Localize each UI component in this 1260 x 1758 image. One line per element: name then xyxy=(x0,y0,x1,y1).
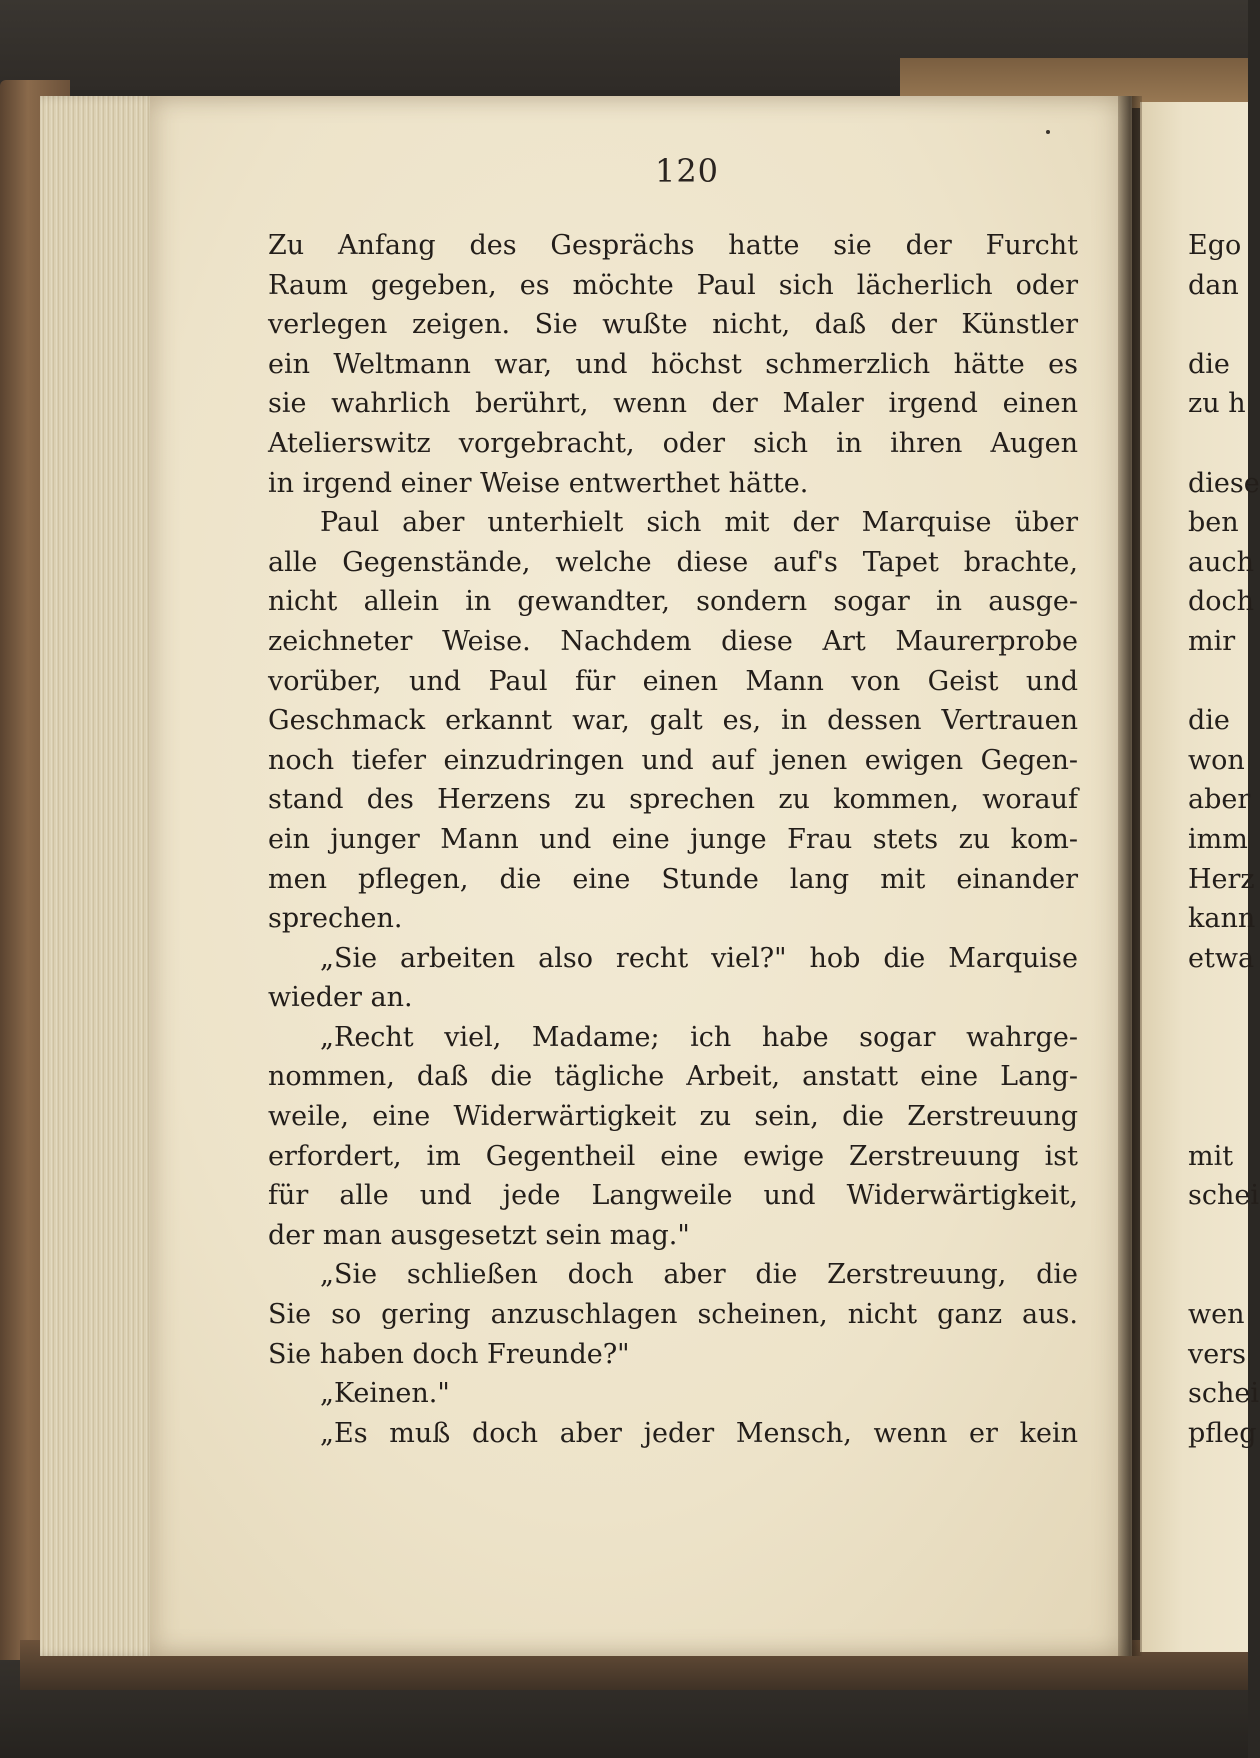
book-gutter xyxy=(1118,96,1142,1656)
text-line: Zu Anfang des Gesprächs hatte sie der Furcht xyxy=(268,230,1078,261)
text-line: vorüber, und Paul für einen Mann von Geist und xyxy=(268,665,1078,697)
text-fragment: die xyxy=(1188,705,1230,737)
text-line: zeichneter Weise. Nachdem diese Art Maurerprobe xyxy=(268,625,1078,657)
text-line: noch tiefer einzudringen und auf jenen ewigen Gegen- xyxy=(268,744,1078,776)
text-fragment: wen xyxy=(1188,1299,1245,1331)
text-fragment: auch xyxy=(1188,546,1254,578)
text-fragment: aber xyxy=(1188,784,1251,816)
text-line: wieder an. xyxy=(268,982,413,1014)
text-fragment: schei xyxy=(1188,1378,1259,1410)
text-line: „Es muß doch aber jeder Mensch, wenn er kein xyxy=(320,1417,1078,1449)
text-fragment: diese xyxy=(1188,467,1260,499)
text-fragment: kann xyxy=(1188,903,1256,935)
text-fragment: mir xyxy=(1188,625,1236,657)
text-line: men pflegen, die eine Stunde lang mit einander xyxy=(268,863,1078,895)
text-line: weile, eine Widerwärtigkeit zu sein, die Zerstreuung xyxy=(268,1101,1078,1133)
text-line: Paul aber unterhielt sich mit der Marquise über xyxy=(320,507,1078,539)
text-line: Raum gegeben, es möchte Paul sich lächerlich oder xyxy=(268,269,1078,301)
text-line: Geschmack erkannt war, galt es, in dessen Vertrauen xyxy=(268,705,1078,737)
page-speck xyxy=(1046,130,1050,134)
page-number: 120 xyxy=(654,152,720,190)
text-line: Atelierswitz vorgebracht, oder sich in ihren Augen xyxy=(268,427,1078,459)
text-line: Sie so gering anzuschlagen scheinen, nicht ganz aus. xyxy=(268,1299,1078,1331)
text-fragment: Ego xyxy=(1188,230,1242,261)
text-fragment: dan xyxy=(1188,269,1239,301)
text-fragment: vers xyxy=(1188,1338,1246,1370)
page-body-text xyxy=(268,226,1078,1453)
text-fragment: zu h xyxy=(1188,388,1246,420)
text-line: nicht allein in gewandter, sondern sogar in ausge- xyxy=(268,586,1078,618)
right-page-text-fragments xyxy=(1188,226,1260,1453)
text-line: „Keinen." xyxy=(320,1378,450,1410)
text-fragment: pfleg xyxy=(1188,1417,1257,1449)
text-fragment: schei xyxy=(1188,1180,1259,1212)
text-line: verlegen zeigen. Sie wußte nicht, daß der Künstler xyxy=(268,309,1078,341)
text-line: „Sie arbeiten also recht viel?" hob die Marquise xyxy=(320,942,1078,974)
text-line: nommen, daß die tägliche Arbeit, anstatt eine Lang- xyxy=(268,1061,1078,1093)
text-line: in irgend einer Weise entwerthet hätte. xyxy=(268,467,809,499)
text-line: Sie haben doch Freunde?" xyxy=(268,1338,630,1370)
text-line: ein Weltmann war, und höchst schmerzlich hätte es xyxy=(268,348,1078,380)
text-fragment: ben xyxy=(1188,507,1239,539)
text-line: erfordert, im Gegentheil eine ewige Zerstreuung ist xyxy=(268,1140,1078,1172)
text-line: sie wahrlich berührt, wenn der Maler irgend einen xyxy=(268,388,1078,420)
text-fragment: mit xyxy=(1188,1140,1234,1172)
text-line: „Sie schließen doch aber die Zerstreuung, die xyxy=(320,1259,1078,1291)
text-fragment: doch xyxy=(1188,586,1255,618)
text-fragment: imm xyxy=(1188,823,1248,855)
text-line: ein junger Mann und eine junge Frau stets zu kom- xyxy=(268,823,1078,855)
text-fragment: won xyxy=(1188,744,1245,776)
text-line: „Recht viel, Madame; ich habe sogar wahrge- xyxy=(320,1021,1078,1053)
text-line: sprechen. xyxy=(268,903,403,935)
text-line: stand des Herzens zu sprechen zu kommen, worauf xyxy=(268,784,1078,816)
text-line: für alle und jede Langweile und Widerwärtigkeit, xyxy=(268,1180,1078,1212)
text-line: der man ausgesetzt sein mag." xyxy=(268,1219,690,1251)
text-line: alle Gegenstände, welche diese auf's Tapet brachte, xyxy=(268,546,1078,578)
page-block-edge xyxy=(40,96,160,1656)
text-fragment: etwa xyxy=(1188,942,1255,974)
text-fragment: Herz xyxy=(1188,863,1255,895)
text-fragment: die xyxy=(1188,348,1230,380)
